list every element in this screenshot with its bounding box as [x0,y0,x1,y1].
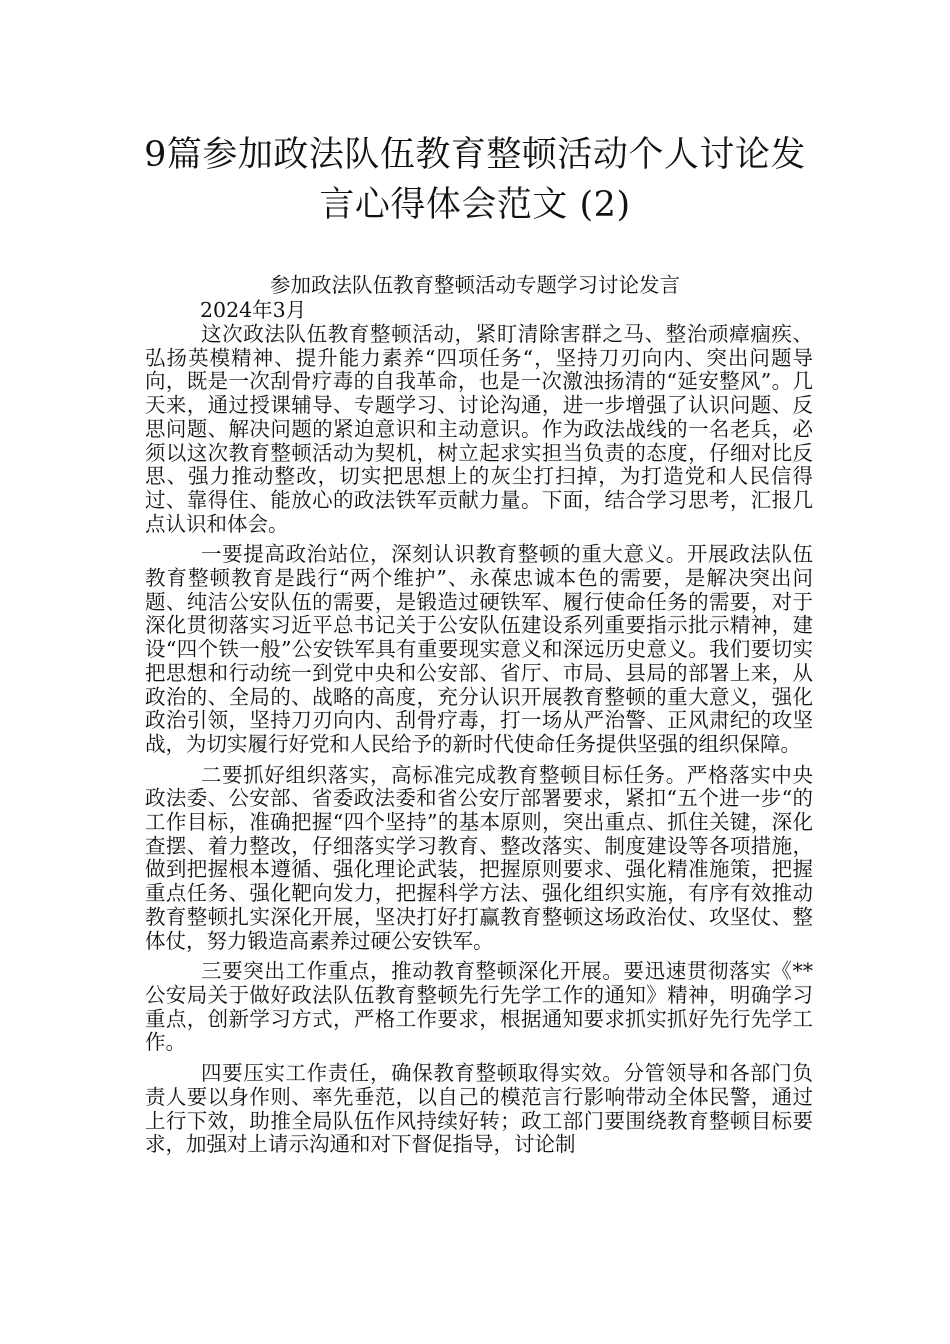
body-paragraph: 二要抓好组织落实，高标准完成教育整顿目标任务。严格落实中央政法委、公安部、省委政法委和省公安厅部署要求，紧扣“五个进一步“的工作目标，准确把握“四个坚持”的基本原则，突出重点、抓住关键，深化查摆、着力整改，仔细落实学习教育、整改落实、制度建设等各项措施，做到把握根本遵循、强化理论武装，把握原则要求、强化精准施策，把握重点任务、强化靶向发力，把握科学方法、强化组织实施，有序有效推动教育整顿扎实深化开展，坚决打好打赢教育整顿这场政治仗、攻坚仗、整体仗，努力锻造高素养过硬公安铁军。 [145,762,813,953]
body-paragraph: 一要提高政治站位，深刻认识教育整顿的重大意义。开展政法队伍教育整顿教育是践行“两个维护”、永葆忠诚本色的需要，是解决突出问题、纯洁公安队伍的需要，是锻造过硬铁军、履行使命任务的需要，对于深化贯彻落实习近平总书记关于公安队伍建设系列重要指示批示精神，建设“四个铁一般”公安铁军具有重要现实意义和深远历史意义。我们要切实把思想和行动统一到党中央和公安部、省厅、市局、县局的部署上来，从政治的、全局的、战略的高度，充分认识开展教育整顿的重大意义，强化政治引领，坚持刀刃向内、刮骨疗毒，打一场从严治警、正风肃纪的攻坚战，为切实履行好党和人民给予的新时代使命任务提供坚强的组织保障。 [145,542,813,756]
document-title: 9篇参加政法队伍教育整顿活动个人讨论发言心得体会范文 (2) [144,135,806,225]
body-paragraph: 三要突出工作重点，推动教育整顿深化开展。要迅速贯彻落实《**公安局关于做好政法队伍教育整顿先行先学工作的通知》精神，明确学习重点，创新学习方式，严格工作要求，根据通知要求抓实抓好先行先学工作。 [145,959,813,1055]
speech-subtitle: 参加政法队伍教育整顿活动专题学习讨论发言 [270,273,680,297]
speech-date: 2024年3月 [200,298,307,322]
document-body [145,323,813,1164]
body-paragraph: 四要压实工作责任，确保教育整顿取得实效。分管领导和各部门负责人要以身作则、率先垂范，以自己的模范言行影响带动全体民警，通过上行下效，助推全局队伍作风持续好转；政工部门要围绕教育整顿目标要求，加强对上请示沟通和对下督促指导，讨论制 [145,1061,813,1157]
body-paragraph: 这次政法队伍教育整顿活动，紧盯清除害群之马、整治顽瘴痼疾、弘扬英模精神、提升能力素养“四项任务“，坚持刀刃向内、突出问题导向，既是一次刮骨疗毒的自我革命，也是一次激浊扬清的“延安整风”。几天来，通过授课辅导、专题学习、讨论沟通，进一步增强了认识问题、反思问题、解决问题的紧迫意识和主动意识。作为政法战线的一名老兵，必须以这次教育整顿活动为契机，树立起求实担当负责的态度，仔细对比反思、强力推动整改，切实把思想上的灰尘打扫掉，为打造党和人民信得过、靠得住、能放心的政法铁军贡献力量。下面，结合学习思考，汇报几点认识和体会。 [145,322,813,536]
